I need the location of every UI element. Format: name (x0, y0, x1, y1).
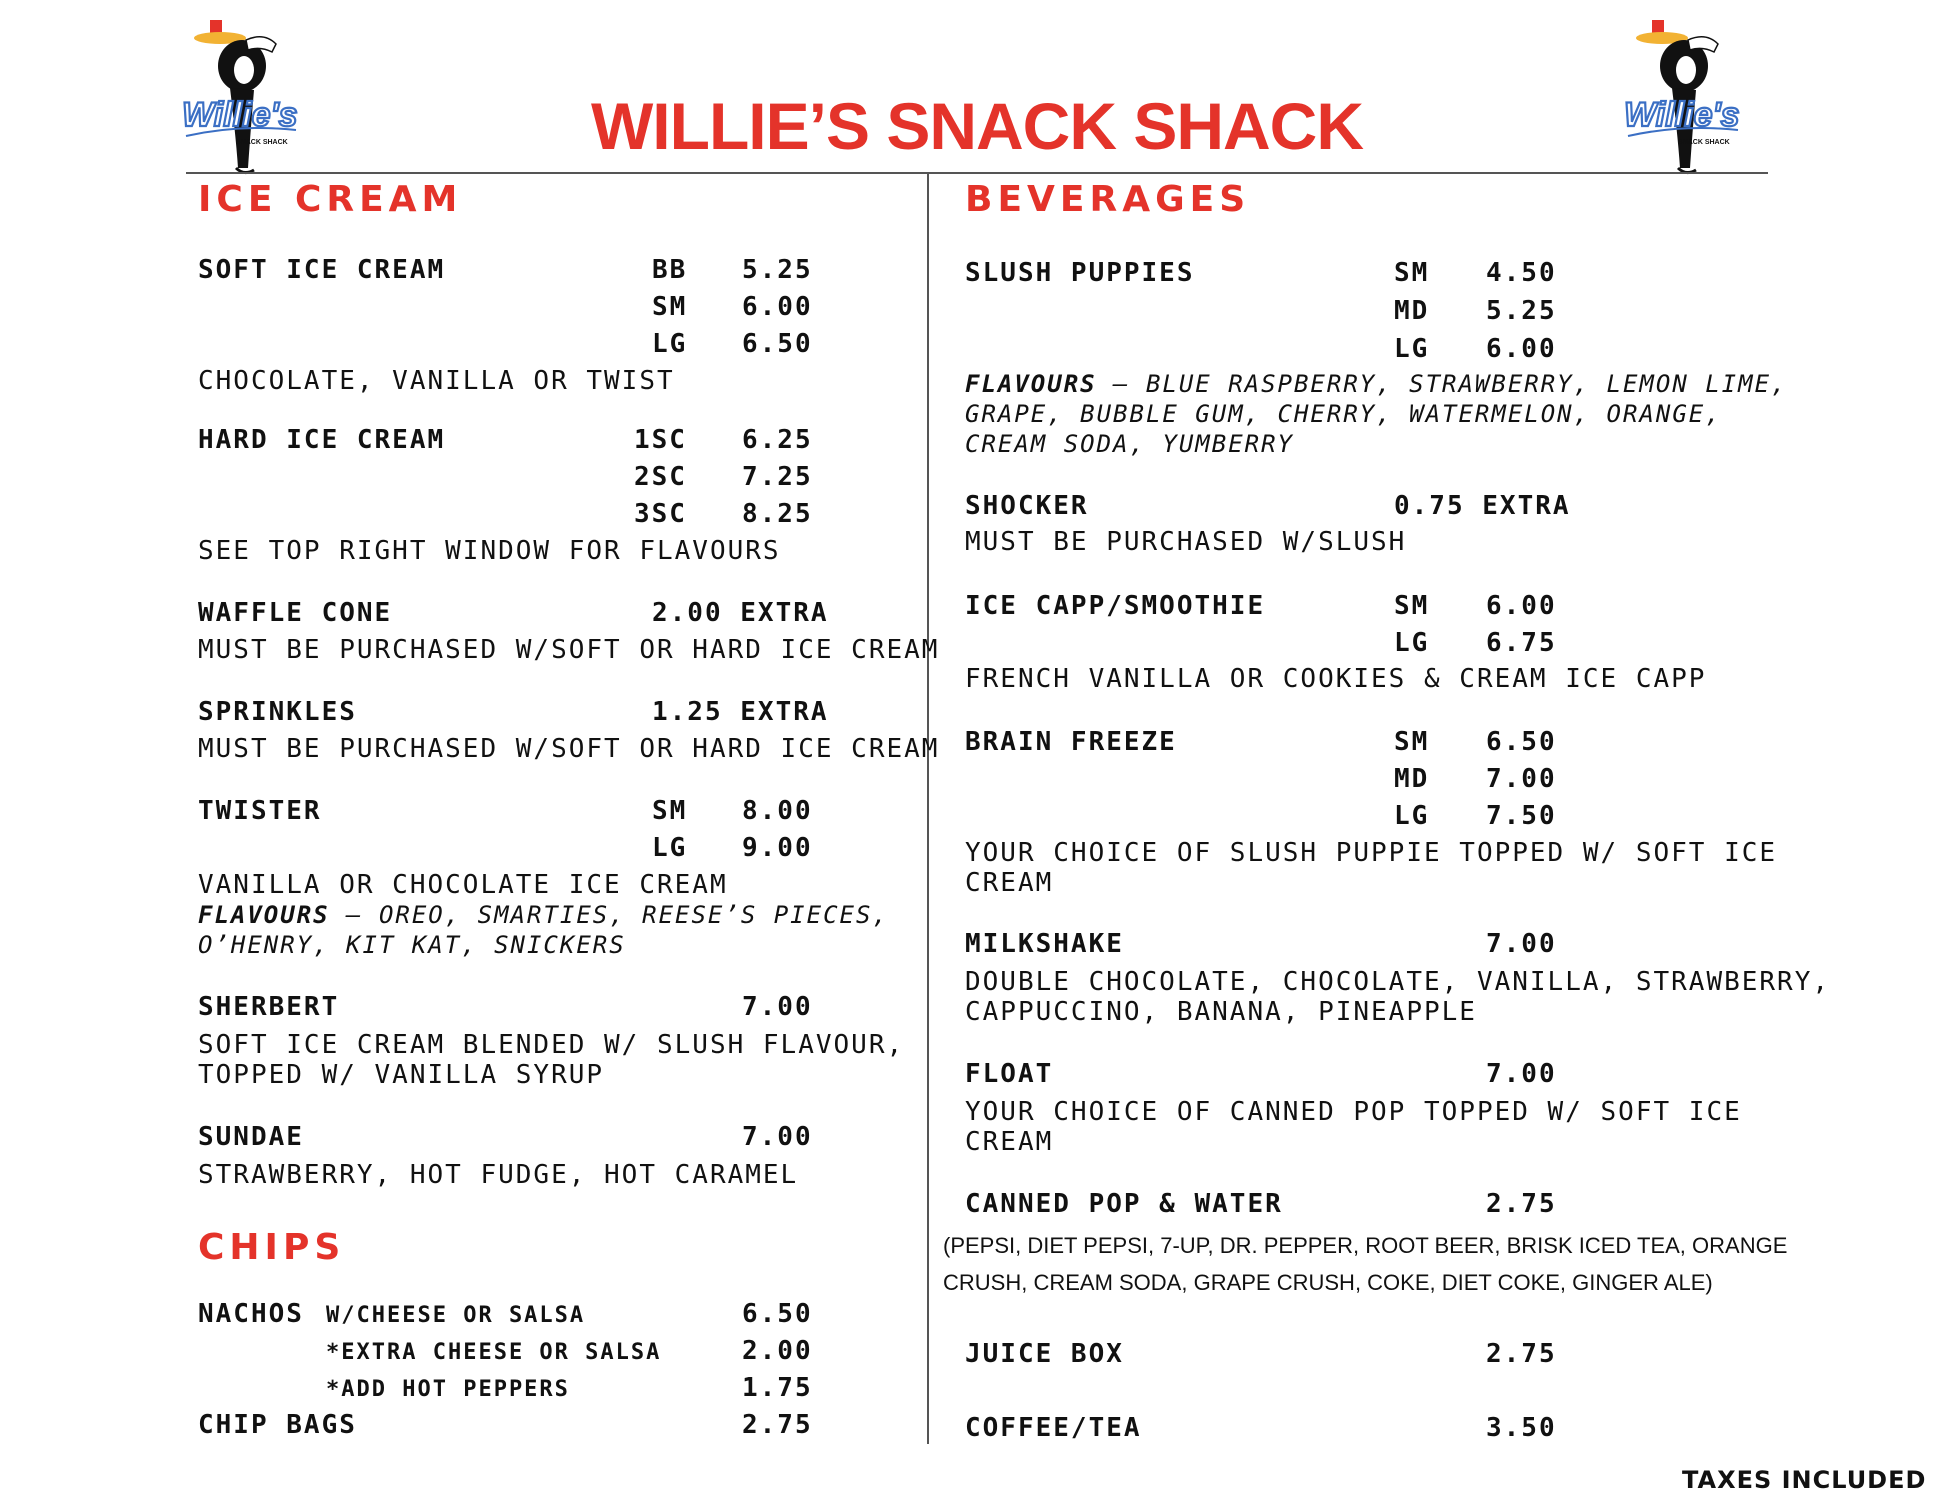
price: 6.00 (1486, 591, 1557, 621)
price: 2.75 (1486, 1189, 1557, 1219)
section-heading-beverages: BEVERAGES (965, 179, 1251, 220)
flavours-label: FLAVOURS (198, 901, 330, 929)
menu-item-name: SHOCKER (965, 491, 1089, 521)
flavours-list: O’HENRY, KIT KAT, SNICKERS (198, 931, 626, 959)
menu-item-name: FLOAT (965, 1059, 1054, 1089)
size-label: 2SC (634, 462, 687, 492)
size-label: SM (652, 292, 688, 322)
price: 6.25 (742, 425, 813, 455)
flavours-text: – BLUE RASPBERRY, STRAWBERRY, LEMON LIME, (1096, 370, 1788, 398)
menu-item-name: SHERBERT (198, 992, 340, 1022)
price: 2.00 (742, 1336, 813, 1366)
menu-item-note: SOFT ICE CREAM BLENDED W/ SLUSH FLAVOUR, (198, 1030, 905, 1060)
size-label: SM (652, 796, 688, 826)
price: 2.00 EXTRA (652, 598, 829, 628)
price: 5.25 (1486, 296, 1557, 326)
menu-item-desc: *ADD HOT PEPPERS (326, 1377, 570, 1402)
menu-item-note: YOUR CHOICE OF SLUSH PUPPIE TOPPED W/ SOFT ICE (965, 838, 1778, 868)
flavours-list (198, 900, 889, 930)
size-label: SM (1394, 258, 1430, 288)
svg-text:SNACK SHACK: SNACK SHACK (1678, 139, 1730, 146)
flavours-label: FLAVOURS (965, 370, 1097, 398)
menu-item-name: WAFFLE CONE (198, 598, 393, 628)
flavours-list (965, 369, 1787, 399)
menu-item-name: JUICE BOX (965, 1339, 1124, 1369)
section-heading-ice-cream: ICE CREAM (198, 179, 463, 220)
menu-item-note: FRENCH VANILLA OR COOKIES & CREAM ICE CAPP (965, 664, 1707, 694)
price: 1.75 (742, 1373, 813, 1403)
menu-item-note: (PEPSI, DIET PEPSI, 7-UP, DR. PEPPER, ROOT BEER, BRISK ICED TEA, ORANGE (943, 1233, 1788, 1258)
page-title: WILLIE’S SNACK SHACK (591, 89, 1363, 163)
menu-item-note: YOUR CHOICE OF CANNED POP TOPPED W/ SOFT ICE (965, 1097, 1742, 1127)
price: 8.00 (742, 796, 813, 826)
menu-item-name: CHIP BAGS (198, 1410, 357, 1440)
menu-item-note: CREAM (965, 868, 1054, 898)
flavours-list: GRAPE, BUBBLE GUM, CHERRY, WATERMELON, ORANGE, (965, 400, 1722, 428)
menu-item-name: CANNED POP & WATER (965, 1189, 1283, 1219)
price: 7.00 (1486, 929, 1557, 959)
price: 7.00 (1486, 1059, 1557, 1089)
size-label: LG (1394, 801, 1430, 831)
price: 5.25 (742, 255, 813, 285)
menu-item-name: SPRINKLES (198, 697, 357, 727)
price: 6.75 (1486, 628, 1557, 658)
price: 7.00 (742, 992, 813, 1022)
price: 8.25 (742, 499, 813, 529)
svg-text:Willie's: Willie's (182, 96, 298, 134)
menu-item-note: CRUSH, CREAM SODA, GRAPE CRUSH, COKE, DIET COKE, GINGER ALE) (943, 1270, 1713, 1295)
price: 2.75 (1486, 1339, 1557, 1369)
menu-item-name: BRAIN FREEZE (965, 727, 1177, 757)
price: 7.00 (742, 1122, 813, 1152)
menu-item-note: TOPPED W/ VANILLA SYRUP (198, 1060, 605, 1090)
size-label: SM (1394, 591, 1430, 621)
svg-text:SNACK SHACK: SNACK SHACK (236, 139, 288, 146)
menu-item-desc: *EXTRA CHEESE OR SALSA (326, 1340, 662, 1365)
price: 7.25 (742, 462, 813, 492)
menu-item-name: SLUSH PUPPIES (965, 258, 1195, 288)
menu-item-name: SOFT ICE CREAM (198, 255, 446, 285)
price: 4.50 (1486, 258, 1557, 288)
menu-item-note: CAPPUCCINO, BANANA, PINEAPPLE (965, 997, 1477, 1027)
size-label: MD (1394, 764, 1430, 794)
price: 6.50 (742, 1299, 813, 1329)
menu-item-note: SEE TOP RIGHT WINDOW FOR FLAVOURS (198, 536, 781, 566)
price: 1.25 EXTRA (652, 697, 829, 727)
size-label: LG (1394, 334, 1430, 364)
menu-item-note: CHOCOLATE, VANILLA OR TWIST (198, 366, 675, 396)
menu-item-desc: W/CHEESE OR SALSA (326, 1303, 586, 1328)
price: 7.00 (1486, 764, 1557, 794)
menu-item-name: NACHOS (198, 1299, 304, 1329)
menu-item-name: COFFEE/TEA (965, 1413, 1142, 1443)
menu-item-note: CREAM (965, 1127, 1054, 1157)
price: 9.00 (742, 833, 813, 863)
menu-item-note: STRAWBERRY, HOT FUDGE, HOT CARAMEL (198, 1160, 799, 1190)
size-label: SM (1394, 727, 1430, 757)
price: 6.50 (742, 329, 813, 359)
taxes-note: TAXES INCLUDED (1682, 1466, 1927, 1494)
menu-item-note: DOUBLE CHOCOLATE, CHOCOLATE, VANILLA, STRAWBERRY, (965, 967, 1831, 997)
menu-item-note: MUST BE PURCHASED W/SLUSH (965, 527, 1407, 557)
size-label: MD (1394, 296, 1430, 326)
menu-item-name: TWISTER (198, 796, 322, 826)
header-divider (186, 172, 1768, 174)
menu-item-note: MUST BE PURCHASED W/SOFT OR HARD ICE CREAM (198, 635, 940, 665)
column-divider (927, 174, 929, 1444)
size-label: BB (652, 255, 688, 285)
size-label: LG (1394, 628, 1430, 658)
price: 6.00 (742, 292, 813, 322)
size-label: 3SC (634, 499, 687, 529)
menu-item-name: SUNDAE (198, 1122, 304, 1152)
menu-item-name: ICE CAPP/SMOOTHIE (965, 591, 1266, 621)
menu-item-note: VANILLA OR CHOCOLATE ICE CREAM (198, 870, 728, 900)
flavours-list: CREAM SODA, YUMBERRY (965, 430, 1294, 458)
menu-item-note: MUST BE PURCHASED W/SOFT OR HARD ICE CREAM (198, 734, 940, 764)
size-label: LG (652, 329, 688, 359)
flavours-text: – OREO, SMARTIES, REESE’S PIECES, (329, 901, 889, 929)
price: 0.75 EXTRA (1394, 491, 1571, 521)
menu-item-name: HARD ICE CREAM (198, 425, 446, 455)
size-label: 1SC (634, 425, 687, 455)
price: 6.00 (1486, 334, 1557, 364)
price: 3.50 (1486, 1413, 1557, 1443)
price: 6.50 (1486, 727, 1557, 757)
section-heading-chips: CHIPS (198, 1227, 346, 1268)
menu-item-name: MILKSHAKE (965, 929, 1124, 959)
size-label: LG (652, 833, 688, 863)
svg-text:Willie's: Willie's (1624, 96, 1740, 134)
price: 2.75 (742, 1410, 813, 1440)
price: 7.50 (1486, 801, 1557, 831)
